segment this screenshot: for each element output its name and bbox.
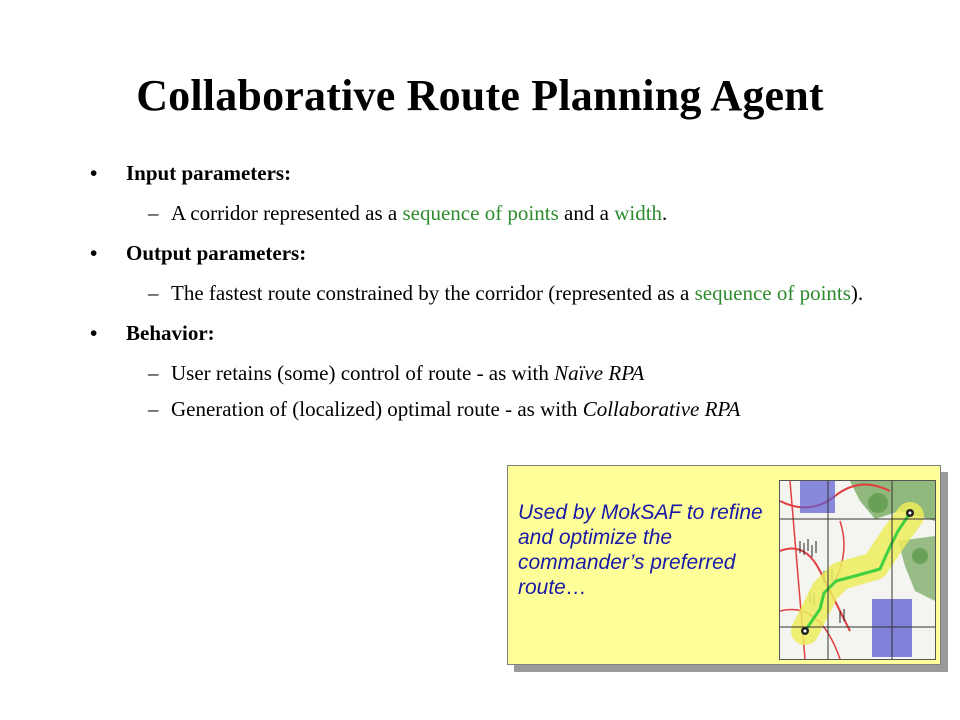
sub-bullet-fastest-route: [90, 280, 910, 306]
sub-bullet-optimal-route: [90, 396, 910, 422]
route-map-image: [779, 480, 936, 660]
text-segment: .: [662, 201, 668, 225]
sub-bullet-user-control: [90, 360, 910, 386]
bullet-dot: •: [90, 241, 98, 265]
bullet-dot: •: [90, 321, 98, 345]
text-segment: ).: [850, 281, 864, 305]
italic-naive-rpa: Naïve RPA: [554, 361, 645, 385]
sub-bullet-dash: –: [148, 361, 159, 385]
highlight-sequence-of-points: sequence of points: [402, 201, 559, 225]
bullet-label: Input parameters:: [126, 161, 292, 185]
text-segment: The fastest route constrained by the corridor (represented as a: [171, 281, 695, 305]
sub-bullet-dash: –: [148, 397, 159, 421]
highlight-sequence-of-points: sequence of points: [694, 281, 851, 305]
sub-bullet-dash: –: [148, 201, 159, 225]
bullet-output-parameters: [90, 240, 910, 266]
text-segment: Generation of (localized) optimal route - as with: [171, 397, 583, 421]
text-segment: and a: [558, 201, 615, 225]
italic-collaborative-rpa: Collaborative RPA: [582, 397, 741, 421]
slide-title: Collaborative Route Planning Agent: [136, 71, 824, 120]
bullet-dot: •: [90, 161, 98, 185]
callout-text: Used by MokSAF to refine and optimize the commander’s preferred route…: [518, 501, 763, 599]
slide-body: [90, 160, 910, 436]
bullet-behavior: [90, 320, 910, 346]
sub-bullet-dash: –: [148, 281, 159, 305]
bullet-input-parameters: [90, 160, 910, 186]
highlight-width: width: [614, 201, 663, 225]
text-segment: A corridor represented as a: [171, 201, 403, 225]
sub-bullet-corridor: [90, 200, 910, 226]
bullet-label: Output parameters:: [126, 241, 307, 265]
text-segment: User retains (some) control of route - as with: [171, 361, 555, 385]
bullet-label: Behavior:: [126, 321, 215, 345]
